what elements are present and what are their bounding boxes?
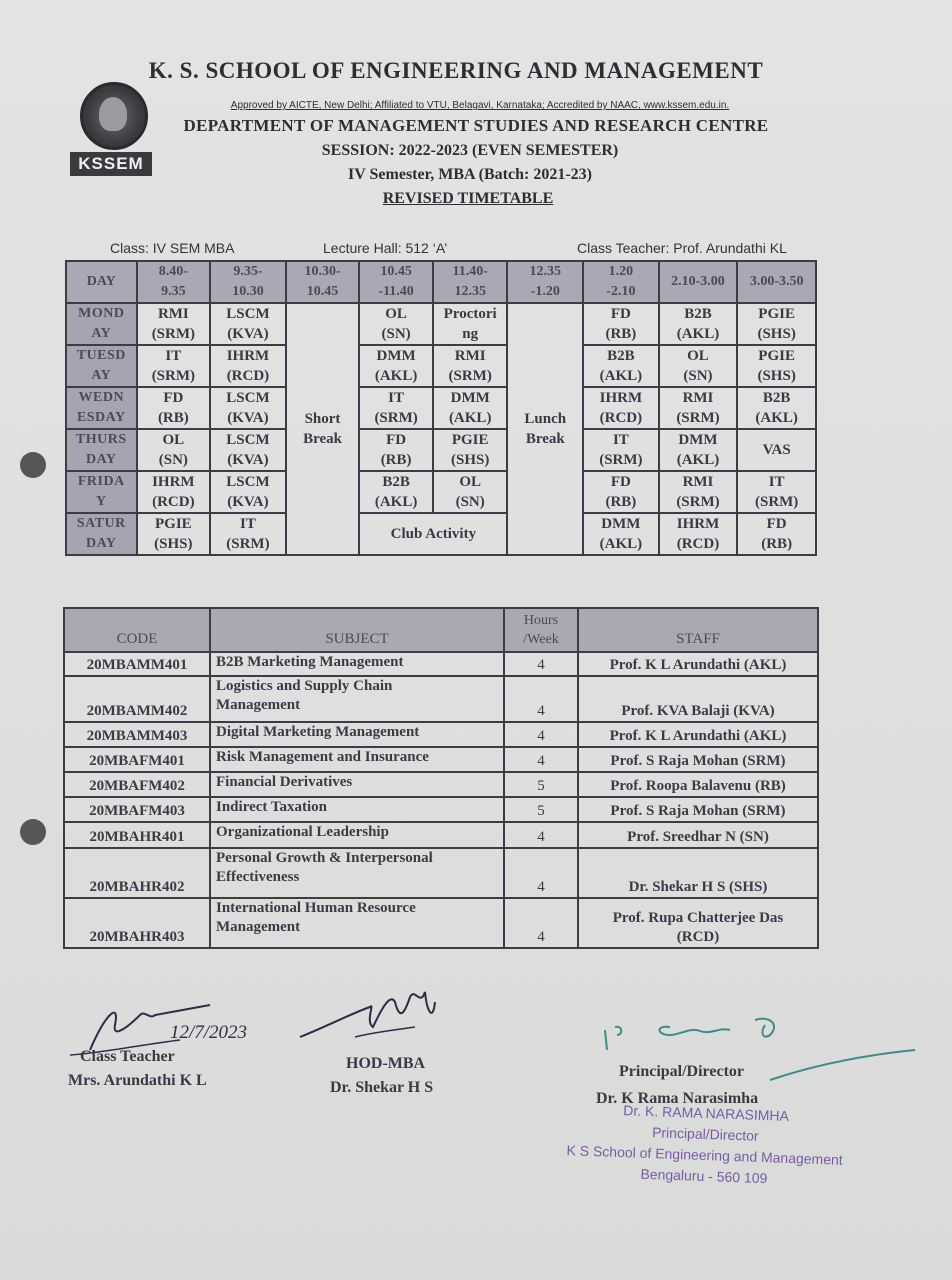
logo-text: KSSEM bbox=[70, 152, 152, 176]
principal-role: Principal/Director bbox=[619, 1063, 744, 1080]
slot-cell: IHRM (RCD) bbox=[583, 387, 659, 429]
subject-table bbox=[63, 607, 819, 949]
subject-staff: Prof. Roopa Balavenu (RB) bbox=[578, 772, 818, 797]
slot-cell: IHRM (RCD) bbox=[137, 471, 211, 513]
subject-staff: Prof. S Raja Mohan (SRM) bbox=[578, 747, 818, 772]
staff-header: STAFF bbox=[578, 608, 818, 652]
subject-header: SUBJECT bbox=[210, 608, 504, 652]
subject-name: Financial Derivatives bbox=[210, 772, 504, 797]
slot-cell: FD (RB) bbox=[583, 303, 659, 345]
subject-code: 20MBAMM402 bbox=[64, 676, 210, 722]
slot-cell: FD (RB) bbox=[737, 513, 816, 555]
subject-name: Digital Marketing Management bbox=[210, 722, 504, 747]
slot-cell: LSCM (KVA) bbox=[210, 303, 286, 345]
semester-line: IV Semester, MBA (Batch: 2021-23) bbox=[348, 166, 592, 183]
slot-cell: RMI (SRM) bbox=[137, 303, 211, 345]
subject-row bbox=[64, 722, 818, 747]
subject-name: Organizational Leadership bbox=[210, 822, 504, 848]
hours-header: Hours /Week bbox=[504, 608, 578, 652]
slot-cell: B2B (AKL) bbox=[359, 471, 433, 513]
subject-hours: 5 bbox=[504, 772, 578, 797]
slot-cell: OL (SN) bbox=[433, 471, 508, 513]
subject-staff: Prof. K L Arundathi (AKL) bbox=[578, 652, 818, 676]
subject-hours: 4 bbox=[504, 848, 578, 898]
slot-cell: RMI (SRM) bbox=[433, 345, 508, 387]
subject-code: 20MBAMM401 bbox=[64, 652, 210, 676]
slot-cell: DMM (AKL) bbox=[433, 387, 508, 429]
slot-cell: PGIE (SHS) bbox=[433, 429, 508, 471]
slot-cell: IT (SRM) bbox=[137, 345, 211, 387]
subject-code: 20MBAMM403 bbox=[64, 722, 210, 747]
subject-code: 20MBAHR401 bbox=[64, 822, 210, 848]
slot-cell: VAS bbox=[737, 429, 816, 471]
slot-cell: DMM (AKL) bbox=[359, 345, 433, 387]
slot-cell: LSCM (KVA) bbox=[210, 471, 286, 513]
slot-cell: DMM (AKL) bbox=[659, 429, 738, 471]
slot-cell: IT (SRM) bbox=[583, 429, 659, 471]
lecture-hall-label: Lecture Hall: 512 ‘A’ bbox=[323, 240, 448, 256]
slot-cell: LSCM (KVA) bbox=[210, 387, 286, 429]
subject-staff: Prof. Rupa Chatterjee Das (RCD) bbox=[578, 898, 818, 948]
subject-hours: 4 bbox=[504, 652, 578, 676]
timetable-row-saturday bbox=[66, 513, 816, 555]
class-teacher-date: 12/7/2023 bbox=[170, 1022, 248, 1043]
stamp-city: Bengaluru - 560 109 bbox=[640, 1165, 768, 1187]
slot-cell: Proctori ng bbox=[433, 303, 508, 345]
subject-staff: Dr. Shekar H S (SHS) bbox=[578, 848, 818, 898]
subject-hours: 4 bbox=[504, 722, 578, 747]
subject-name: Logistics and Supply Chain Management bbox=[210, 676, 504, 722]
header-cell: 12.35 -1.20 bbox=[507, 261, 583, 303]
subject-hours: 4 bbox=[504, 676, 578, 722]
subject-row bbox=[64, 747, 818, 772]
subject-code: 20MBAHR403 bbox=[64, 898, 210, 948]
subject-code: 20MBAHR402 bbox=[64, 848, 210, 898]
slot-cell: IT (SRM) bbox=[737, 471, 816, 513]
day-cell: FRIDA Y bbox=[66, 471, 137, 513]
slot-cell: IT (SRM) bbox=[359, 387, 433, 429]
slot-cell: IT (SRM) bbox=[210, 513, 286, 555]
subject-code: 20MBAFM403 bbox=[64, 797, 210, 822]
class-teacher-label: Class Teacher: Prof. Arundathi KL bbox=[577, 240, 787, 256]
day-cell: MOND AY bbox=[66, 303, 137, 345]
subject-staff: Prof. K L Arundathi (AKL) bbox=[578, 722, 818, 747]
timetable-row-friday bbox=[66, 471, 816, 513]
hod-name: Dr. Shekar H S bbox=[330, 1079, 434, 1096]
slot-cell: B2B (AKL) bbox=[659, 303, 738, 345]
timetable bbox=[65, 260, 817, 556]
slot-cell: OL (SN) bbox=[137, 429, 211, 471]
slot-cell: RMI (SRM) bbox=[659, 471, 738, 513]
short-break-cell: Short Break bbox=[286, 303, 360, 555]
subject-name: Indirect Taxation bbox=[210, 797, 504, 822]
header-cell: 1.20 -2.10 bbox=[583, 261, 659, 303]
slot-cell: OL (SN) bbox=[359, 303, 433, 345]
slot-cell: IHRM (RCD) bbox=[659, 513, 738, 555]
subject-row bbox=[64, 772, 818, 797]
club-activity-cell: Club Activity bbox=[359, 513, 507, 555]
approval-line: Approved by AICTE, New Delhi; Affiliated to VTU, Belagavi, Karnataka; Accredited by NAAC, www.kssem.edu.in. bbox=[230, 100, 730, 111]
class-teacher-role: Class Teacher bbox=[80, 1048, 175, 1065]
slot-cell: OL (SN) bbox=[659, 345, 738, 387]
hod-signature-icon bbox=[295, 982, 475, 1062]
subject-staff: Prof. Sreedhar N (SN) bbox=[578, 822, 818, 848]
subject-header-row bbox=[64, 608, 818, 652]
subject-row bbox=[64, 652, 818, 676]
subject-row bbox=[64, 676, 818, 722]
day-cell: THURS DAY bbox=[66, 429, 137, 471]
header-cell: 2.10-3.00 bbox=[659, 261, 738, 303]
principal-name: Dr. K Rama Narasimha bbox=[596, 1090, 759, 1107]
slot-cell: LSCM (KVA) bbox=[210, 429, 286, 471]
lunch-break-cell: Lunch Break bbox=[507, 303, 583, 555]
class-label: Class: IV SEM MBA bbox=[110, 240, 235, 256]
timetable-row-tuesday bbox=[66, 345, 816, 387]
session-line: SESSION: 2022-2023 (EVEN SEMESTER) bbox=[321, 142, 619, 159]
header-cell: DAY bbox=[66, 261, 137, 303]
subject-row bbox=[64, 898, 818, 948]
subject-hours: 4 bbox=[504, 898, 578, 948]
code-header: CODE bbox=[64, 608, 210, 652]
timetable-row-monday bbox=[66, 303, 816, 345]
header-cell: 10.30- 10.45 bbox=[286, 261, 360, 303]
header-cell: 9.35- 10.30 bbox=[210, 261, 286, 303]
subject-staff: Prof. S Raja Mohan (SRM) bbox=[578, 797, 818, 822]
header-cell: 10.45 -11.40 bbox=[359, 261, 433, 303]
document-title: REVISED TIMETABLE bbox=[382, 190, 554, 207]
subject-hours: 4 bbox=[504, 822, 578, 848]
slot-cell: FD (RB) bbox=[359, 429, 433, 471]
subject-code: 20MBAFM402 bbox=[64, 772, 210, 797]
slot-cell: PGIE (SHS) bbox=[737, 303, 816, 345]
department-name: DEPARTMENT OF MANAGEMENT STUDIES AND RESEARCH CENTRE bbox=[183, 116, 769, 135]
slot-cell: FD (RB) bbox=[137, 387, 211, 429]
subject-hours: 5 bbox=[504, 797, 578, 822]
day-cell: WEDN ESDAY bbox=[66, 387, 137, 429]
slot-cell: PGIE (SHS) bbox=[137, 513, 211, 555]
punch-hole-bottom bbox=[20, 819, 46, 845]
principal-stamp bbox=[539, 1097, 872, 1192]
class-teacher-name: Mrs. Arundathi K L bbox=[68, 1072, 207, 1089]
stamp-role: Principal/Director bbox=[651, 1124, 759, 1144]
punch-hole-top bbox=[20, 452, 46, 478]
subject-row bbox=[64, 797, 818, 822]
timetable-row-thursday bbox=[66, 429, 816, 471]
slot-cell: DMM (AKL) bbox=[583, 513, 659, 555]
subject-name: Risk Management and Insurance bbox=[210, 747, 504, 772]
slot-cell: B2B (AKL) bbox=[583, 345, 659, 387]
subject-code: 20MBAFM401 bbox=[64, 747, 210, 772]
slot-cell: FD (RB) bbox=[583, 471, 659, 513]
slot-cell: IHRM (RCD) bbox=[210, 345, 286, 387]
school-name: K. S. SCHOOL OF ENGINEERING AND MANAGEMENT bbox=[148, 58, 764, 83]
stamp-institution: K S School of Engineering and Management bbox=[566, 1142, 843, 1168]
slot-cell: RMI (SRM) bbox=[659, 387, 738, 429]
header-cell: 8.40- 9.35 bbox=[137, 261, 211, 303]
slot-cell: PGIE (SHS) bbox=[737, 345, 816, 387]
header-cell: 11.40- 12.35 bbox=[433, 261, 508, 303]
subject-name: International Human Resource Management bbox=[210, 898, 504, 948]
hod-role: HOD-MBA bbox=[346, 1055, 426, 1072]
subject-name: Personal Growth & Interpersonal Effectiveness bbox=[210, 848, 504, 898]
day-cell: SATUR DAY bbox=[66, 513, 137, 555]
header-cell: 3.00-3.50 bbox=[737, 261, 816, 303]
slot-cell: B2B (AKL) bbox=[737, 387, 816, 429]
subject-name: B2B Marketing Management bbox=[210, 652, 504, 676]
subject-row bbox=[64, 848, 818, 898]
subject-row bbox=[64, 822, 818, 848]
stamp-name: Dr. K. RAMA NARASIMHA bbox=[623, 1102, 790, 1124]
timetable-row-wednesday bbox=[66, 387, 816, 429]
day-cell: TUESD AY bbox=[66, 345, 137, 387]
subject-staff: Prof. KVA Balaji (KVA) bbox=[578, 676, 818, 722]
subject-hours: 4 bbox=[504, 747, 578, 772]
timetable-header-row bbox=[66, 261, 816, 303]
